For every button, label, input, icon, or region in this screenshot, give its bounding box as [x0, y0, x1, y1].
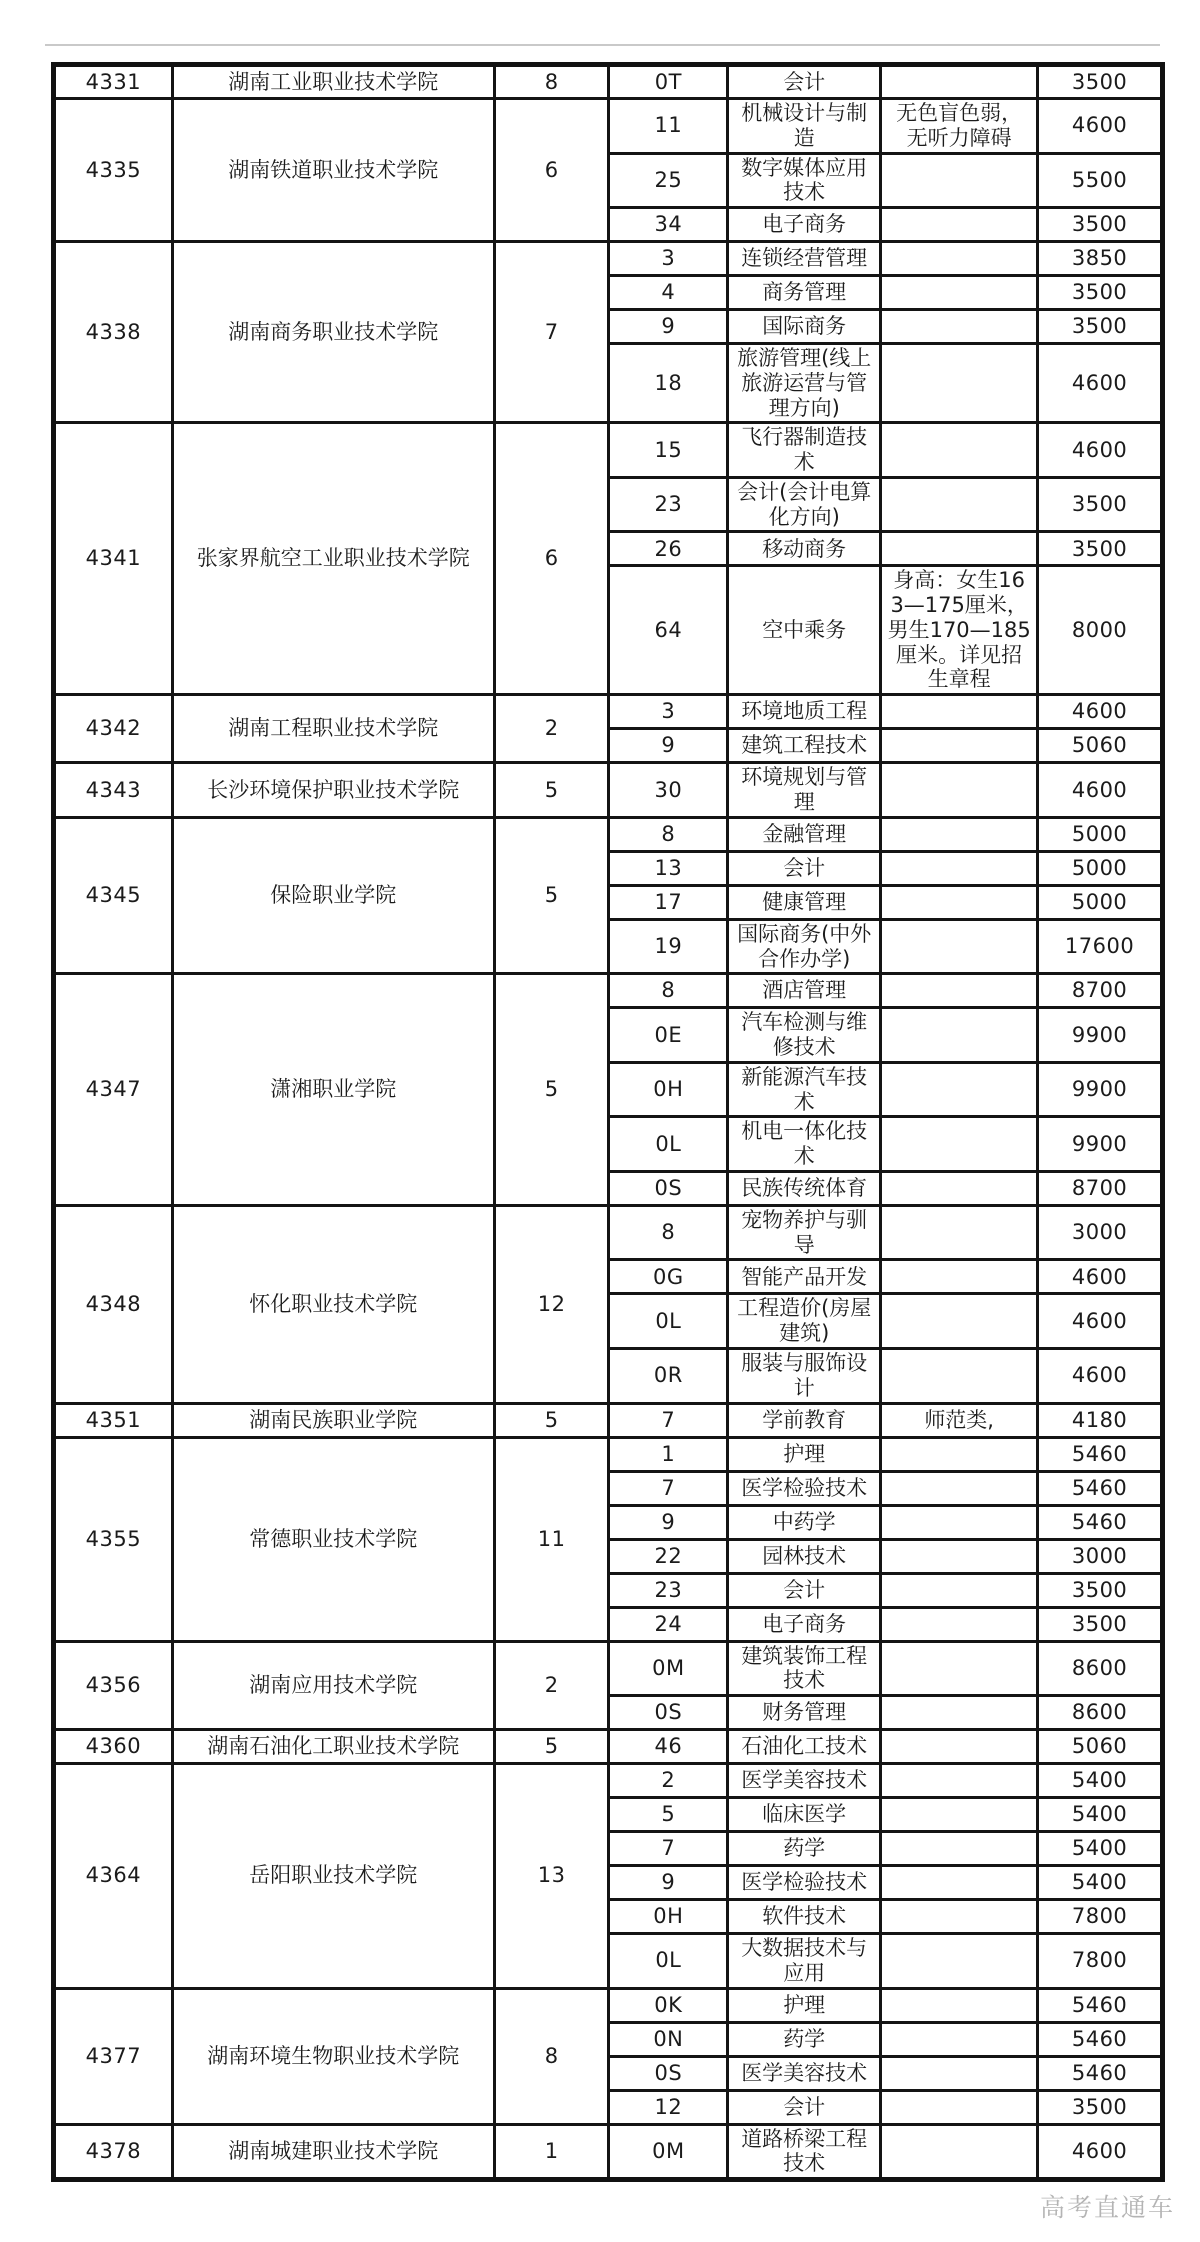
note-cell: 无色盲色弱，无听力障碍: [881, 99, 1038, 154]
major-name-cell: 临床医学: [728, 1798, 881, 1832]
major-name-cell: 旅游管理(线上旅游运营与管理方向): [728, 344, 881, 423]
fee-cell: 5460: [1038, 1471, 1163, 1505]
college-name-cell: 湖南工业职业技术学院: [172, 65, 494, 99]
major-code-cell: 9: [609, 310, 728, 344]
note-cell: [881, 276, 1038, 310]
major-code-cell: 7: [609, 1403, 728, 1437]
fee-cell: 4600: [1038, 1294, 1163, 1349]
college-code-cell: 4364: [54, 1764, 173, 1989]
major-code-cell: 0G: [609, 1260, 728, 1294]
table-row: [54, 423, 1163, 478]
fee-cell: 4600: [1038, 423, 1163, 478]
college-count-cell: 11: [494, 1437, 609, 1641]
major-name-cell: 药学: [728, 2022, 881, 2056]
college-code-cell: 4360: [54, 1730, 173, 1764]
major-code-cell: 19: [609, 919, 728, 974]
major-code-cell: 25: [609, 153, 728, 208]
table-row: [54, 1205, 1163, 1260]
watermark: 高考直通车: [1039, 2193, 1175, 2222]
major-name-cell: 国际商务(中外合作办学): [728, 919, 881, 974]
college-name-cell: 湖南城建职业技术学院: [172, 2124, 494, 2180]
major-name-cell: 中药学: [728, 1505, 881, 1539]
note-cell: [881, 919, 1038, 974]
note-cell: [881, 1764, 1038, 1798]
note-cell: [881, 1348, 1038, 1403]
college-code-cell: 4351: [54, 1403, 173, 1437]
major-code-cell: 0T: [609, 65, 728, 99]
note-cell: [881, 242, 1038, 276]
major-name-cell: 连锁经营管理: [728, 242, 881, 276]
college-count-cell: 12: [494, 1205, 609, 1403]
college-code-cell: 4342: [54, 695, 173, 763]
note-cell: [881, 2022, 1038, 2056]
admission-table-body: [54, 65, 1163, 2180]
major-code-cell: 0S: [609, 2056, 728, 2090]
note-cell: [881, 153, 1038, 208]
major-name-cell: 会计: [728, 1573, 881, 1607]
fee-cell: 5060: [1038, 729, 1163, 763]
fee-cell: 3500: [1038, 208, 1163, 242]
major-code-cell: 0K: [609, 1988, 728, 2022]
major-code-cell: 13: [609, 851, 728, 885]
note-cell: [881, 885, 1038, 919]
major-code-cell: 3: [609, 695, 728, 729]
fee-cell: 4600: [1038, 344, 1163, 423]
college-code-cell: 4355: [54, 1437, 173, 1641]
major-code-cell: 3: [609, 242, 728, 276]
note-cell: 师范类,: [881, 1403, 1038, 1437]
college-count-cell: 5: [494, 1403, 609, 1437]
major-code-cell: 26: [609, 532, 728, 566]
college-name-cell: 湖南应用技术学院: [172, 1641, 494, 1730]
major-name-cell: 道路桥梁工程技术: [728, 2124, 881, 2180]
college-name-cell: 湖南民族职业学院: [172, 1403, 494, 1437]
major-name-cell: 护理: [728, 1437, 881, 1471]
fee-cell: 9900: [1038, 1062, 1163, 1117]
note-cell: [881, 817, 1038, 851]
major-code-cell: 24: [609, 1607, 728, 1641]
major-name-cell: 服装与服饰设计: [728, 1348, 881, 1403]
major-code-cell: 9: [609, 729, 728, 763]
fee-cell: 3500: [1038, 276, 1163, 310]
major-code-cell: 0L: [609, 1934, 728, 1989]
college-name-cell: 湖南商务职业技术学院: [172, 242, 494, 423]
note-cell: [881, 1988, 1038, 2022]
major-name-cell: 智能产品开发: [728, 1260, 881, 1294]
note-cell: [881, 1934, 1038, 1989]
table-row: [54, 817, 1163, 851]
college-code-cell: 4348: [54, 1205, 173, 1403]
college-code-cell: 4378: [54, 2124, 173, 2180]
major-name-cell: 金融管理: [728, 817, 881, 851]
major-name-cell: 园林技术: [728, 1539, 881, 1573]
fee-cell: 9900: [1038, 1008, 1163, 1063]
major-name-cell: 商务管理: [728, 276, 881, 310]
college-code-cell: 4347: [54, 974, 173, 1206]
fee-cell: 5000: [1038, 851, 1163, 885]
college-code-cell: 4338: [54, 242, 173, 423]
college-count-cell: 5: [494, 1730, 609, 1764]
fee-cell: 8000: [1038, 566, 1163, 695]
college-name-cell: 湖南石油化工职业技术学院: [172, 1730, 494, 1764]
note-cell: [881, 1641, 1038, 1696]
fee-cell: 7800: [1038, 1900, 1163, 1934]
note-cell: [881, 2124, 1038, 2180]
major-name-cell: 医学检验技术: [728, 1471, 881, 1505]
table-row: [54, 974, 1163, 1008]
table-row: [54, 1437, 1163, 1471]
note-cell: 身高：女生163—175厘米，男生170—185厘米。详见招生章程: [881, 566, 1038, 695]
fee-cell: 5400: [1038, 1866, 1163, 1900]
note-cell: [881, 1696, 1038, 1730]
fee-cell: 4600: [1038, 695, 1163, 729]
fee-cell: 5460: [1038, 1988, 1163, 2022]
table-row: [54, 1730, 1163, 1764]
major-name-cell: 医学美容技术: [728, 2056, 881, 2090]
fee-cell: 3500: [1038, 2090, 1163, 2124]
college-name-cell: 湖南铁道职业技术学院: [172, 99, 494, 242]
fee-cell: 3000: [1038, 1539, 1163, 1573]
fee-cell: 8700: [1038, 1171, 1163, 1205]
note-cell: [881, 1205, 1038, 1260]
major-code-cell: 9: [609, 1505, 728, 1539]
college-name-cell: 湖南工程职业技术学院: [172, 695, 494, 763]
college-name-cell: 怀化职业技术学院: [172, 1205, 494, 1403]
major-name-cell: 护理: [728, 1988, 881, 2022]
college-count-cell: 1: [494, 2124, 609, 2180]
fee-cell: 5000: [1038, 885, 1163, 919]
table-row: [54, 763, 1163, 818]
major-name-cell: 机械设计与制造: [728, 99, 881, 154]
major-code-cell: 23: [609, 477, 728, 532]
table-crop-top-border: [45, 44, 1160, 46]
fee-cell: 4180: [1038, 1403, 1163, 1437]
major-code-cell: 0H: [609, 1062, 728, 1117]
major-name-cell: 酒店管理: [728, 974, 881, 1008]
fee-cell: 5500: [1038, 153, 1163, 208]
college-name-cell: 湖南环境生物职业技术学院: [172, 1988, 494, 2124]
fee-cell: 3500: [1038, 65, 1163, 99]
college-name-cell: 岳阳职业技术学院: [172, 1764, 494, 1989]
major-name-cell: 会计: [728, 851, 881, 885]
note-cell: [881, 1171, 1038, 1205]
note-cell: [881, 65, 1038, 99]
fee-cell: 5460: [1038, 1505, 1163, 1539]
major-code-cell: 15: [609, 423, 728, 478]
college-count-cell: 8: [494, 65, 609, 99]
major-name-cell: 民族传统体育: [728, 1171, 881, 1205]
fee-cell: 9900: [1038, 1117, 1163, 1172]
fee-cell: 8600: [1038, 1641, 1163, 1696]
major-code-cell: 22: [609, 1539, 728, 1573]
note-cell: [881, 1437, 1038, 1471]
fee-cell: 5460: [1038, 2022, 1163, 2056]
table-row: [54, 99, 1163, 154]
major-code-cell: 1: [609, 1437, 728, 1471]
note-cell: [881, 208, 1038, 242]
note-cell: [881, 2056, 1038, 2090]
major-name-cell: 医学美容技术: [728, 1764, 881, 1798]
major-name-cell: 建筑装饰工程技术: [728, 1641, 881, 1696]
note-cell: [881, 344, 1038, 423]
college-count-cell: 7: [494, 242, 609, 423]
table-row: [54, 1641, 1163, 1696]
note-cell: [881, 695, 1038, 729]
major-code-cell: 9: [609, 1866, 728, 1900]
major-name-cell: 石油化工技术: [728, 1730, 881, 1764]
college-name-cell: 长沙环境保护职业技术学院: [172, 763, 494, 818]
note-cell: [881, 1539, 1038, 1573]
fee-cell: 7800: [1038, 1934, 1163, 1989]
fee-cell: 5000: [1038, 817, 1163, 851]
major-code-cell: 0M: [609, 2124, 728, 2180]
fee-cell: 3850: [1038, 242, 1163, 276]
major-code-cell: 8: [609, 817, 728, 851]
note-cell: [881, 1062, 1038, 1117]
college-count-cell: 2: [494, 695, 609, 763]
major-name-cell: 药学: [728, 1832, 881, 1866]
table-row: [54, 242, 1163, 276]
major-name-cell: 新能源汽车技术: [728, 1062, 881, 1117]
college-count-cell: 5: [494, 817, 609, 974]
note-cell: [881, 1260, 1038, 1294]
fee-cell: 3500: [1038, 310, 1163, 344]
college-code-cell: 4335: [54, 99, 173, 242]
major-code-cell: 34: [609, 208, 728, 242]
major-name-cell: 电子商务: [728, 208, 881, 242]
table-row: [54, 1403, 1163, 1437]
college-count-cell: 5: [494, 763, 609, 818]
note-cell: [881, 423, 1038, 478]
major-name-cell: 会计(会计电算化方向): [728, 477, 881, 532]
fee-cell: 4600: [1038, 1260, 1163, 1294]
major-code-cell: 4: [609, 276, 728, 310]
note-cell: [881, 763, 1038, 818]
college-count-cell: 2: [494, 1641, 609, 1730]
major-code-cell: 64: [609, 566, 728, 695]
note-cell: [881, 2090, 1038, 2124]
table-row: [54, 65, 1163, 99]
major-name-cell: 电子商务: [728, 1607, 881, 1641]
major-name-cell: 会计: [728, 65, 881, 99]
major-name-cell: 移动商务: [728, 532, 881, 566]
major-code-cell: 30: [609, 763, 728, 818]
college-count-cell: 13: [494, 1764, 609, 1989]
fee-cell: 4600: [1038, 763, 1163, 818]
note-cell: [881, 974, 1038, 1008]
major-code-cell: 17: [609, 885, 728, 919]
major-name-cell: 汽车检测与维修技术: [728, 1008, 881, 1063]
major-code-cell: 18: [609, 344, 728, 423]
table-row: [54, 1764, 1163, 1798]
fee-cell: 5060: [1038, 1730, 1163, 1764]
major-name-cell: 大数据技术与应用: [728, 1934, 881, 1989]
fee-cell: 4600: [1038, 2124, 1163, 2180]
major-name-cell: 软件技术: [728, 1900, 881, 1934]
major-name-cell: 环境规划与管理: [728, 763, 881, 818]
note-cell: [881, 1573, 1038, 1607]
major-name-cell: 医学检验技术: [728, 1866, 881, 1900]
major-code-cell: 46: [609, 1730, 728, 1764]
table-row: [54, 1988, 1163, 2022]
major-code-cell: 0S: [609, 1171, 728, 1205]
note-cell: [881, 310, 1038, 344]
note-cell: [881, 1798, 1038, 1832]
note-cell: [881, 1505, 1038, 1539]
note-cell: [881, 1294, 1038, 1349]
fee-cell: 17600: [1038, 919, 1163, 974]
note-cell: [881, 1866, 1038, 1900]
major-code-cell: 0H: [609, 1900, 728, 1934]
fee-cell: 5400: [1038, 1832, 1163, 1866]
fee-cell: 5460: [1038, 2056, 1163, 2090]
note-cell: [881, 1730, 1038, 1764]
fee-cell: 3500: [1038, 532, 1163, 566]
college-count-cell: 6: [494, 99, 609, 242]
college-code-cell: 4345: [54, 817, 173, 974]
note-cell: [881, 1008, 1038, 1063]
college-count-cell: 8: [494, 1988, 609, 2124]
major-name-cell: 财务管理: [728, 1696, 881, 1730]
major-name-cell: 会计: [728, 2090, 881, 2124]
major-code-cell: 8: [609, 1205, 728, 1260]
fee-cell: 4600: [1038, 1348, 1163, 1403]
major-code-cell: 8: [609, 974, 728, 1008]
fee-cell: 8600: [1038, 1696, 1163, 1730]
note-cell: [881, 532, 1038, 566]
major-name-cell: 工程造价(房屋建筑): [728, 1294, 881, 1349]
major-code-cell: 23: [609, 1573, 728, 1607]
fee-cell: 3500: [1038, 1607, 1163, 1641]
major-code-cell: 12: [609, 2090, 728, 2124]
college-code-cell: 4331: [54, 65, 173, 99]
college-code-cell: 4341: [54, 423, 173, 695]
fee-cell: 5460: [1038, 1437, 1163, 1471]
major-code-cell: 7: [609, 1832, 728, 1866]
major-code-cell: 0R: [609, 1348, 728, 1403]
college-count-cell: 6: [494, 423, 609, 695]
major-name-cell: 建筑工程技术: [728, 729, 881, 763]
note-cell: [881, 729, 1038, 763]
college-name-cell: 保险职业学院: [172, 817, 494, 974]
college-name-cell: 常德职业技术学院: [172, 1437, 494, 1641]
note-cell: [881, 851, 1038, 885]
fee-cell: 4600: [1038, 99, 1163, 154]
major-code-cell: 0M: [609, 1641, 728, 1696]
table-row: [54, 2124, 1163, 2180]
table-row: [54, 695, 1163, 729]
major-name-cell: 环境地质工程: [728, 695, 881, 729]
admission-table: [51, 62, 1165, 2182]
major-code-cell: 0L: [609, 1294, 728, 1349]
major-name-cell: 学前教育: [728, 1403, 881, 1437]
major-code-cell: 0L: [609, 1117, 728, 1172]
college-code-cell: 4356: [54, 1641, 173, 1730]
fee-cell: 8700: [1038, 974, 1163, 1008]
major-name-cell: 空中乘务: [728, 566, 881, 695]
note-cell: [881, 1471, 1038, 1505]
note-cell: [881, 1900, 1038, 1934]
major-code-cell: 5: [609, 1798, 728, 1832]
major-code-cell: 0E: [609, 1008, 728, 1063]
major-code-cell: 0S: [609, 1696, 728, 1730]
fee-cell: 3000: [1038, 1205, 1163, 1260]
major-code-cell: 0N: [609, 2022, 728, 2056]
major-name-cell: 健康管理: [728, 885, 881, 919]
note-cell: [881, 1117, 1038, 1172]
fee-cell: 3500: [1038, 1573, 1163, 1607]
note-cell: [881, 477, 1038, 532]
fee-cell: 5400: [1038, 1798, 1163, 1832]
note-cell: [881, 1607, 1038, 1641]
major-name-cell: 飞行器制造技术: [728, 423, 881, 478]
college-count-cell: 5: [494, 974, 609, 1206]
major-code-cell: 11: [609, 99, 728, 154]
major-name-cell: 数字媒体应用技术: [728, 153, 881, 208]
fee-cell: 5400: [1038, 1764, 1163, 1798]
college-name-cell: 张家界航空工业职业技术学院: [172, 423, 494, 695]
note-cell: [881, 1832, 1038, 1866]
college-name-cell: 潇湘职业学院: [172, 974, 494, 1206]
major-code-cell: 2: [609, 1764, 728, 1798]
fee-cell: 3500: [1038, 477, 1163, 532]
college-code-cell: 4343: [54, 763, 173, 818]
major-name-cell: 机电一体化技术: [728, 1117, 881, 1172]
major-name-cell: 国际商务: [728, 310, 881, 344]
college-code-cell: 4377: [54, 1988, 173, 2124]
major-name-cell: 宠物养护与驯导: [728, 1205, 881, 1260]
major-code-cell: 7: [609, 1471, 728, 1505]
